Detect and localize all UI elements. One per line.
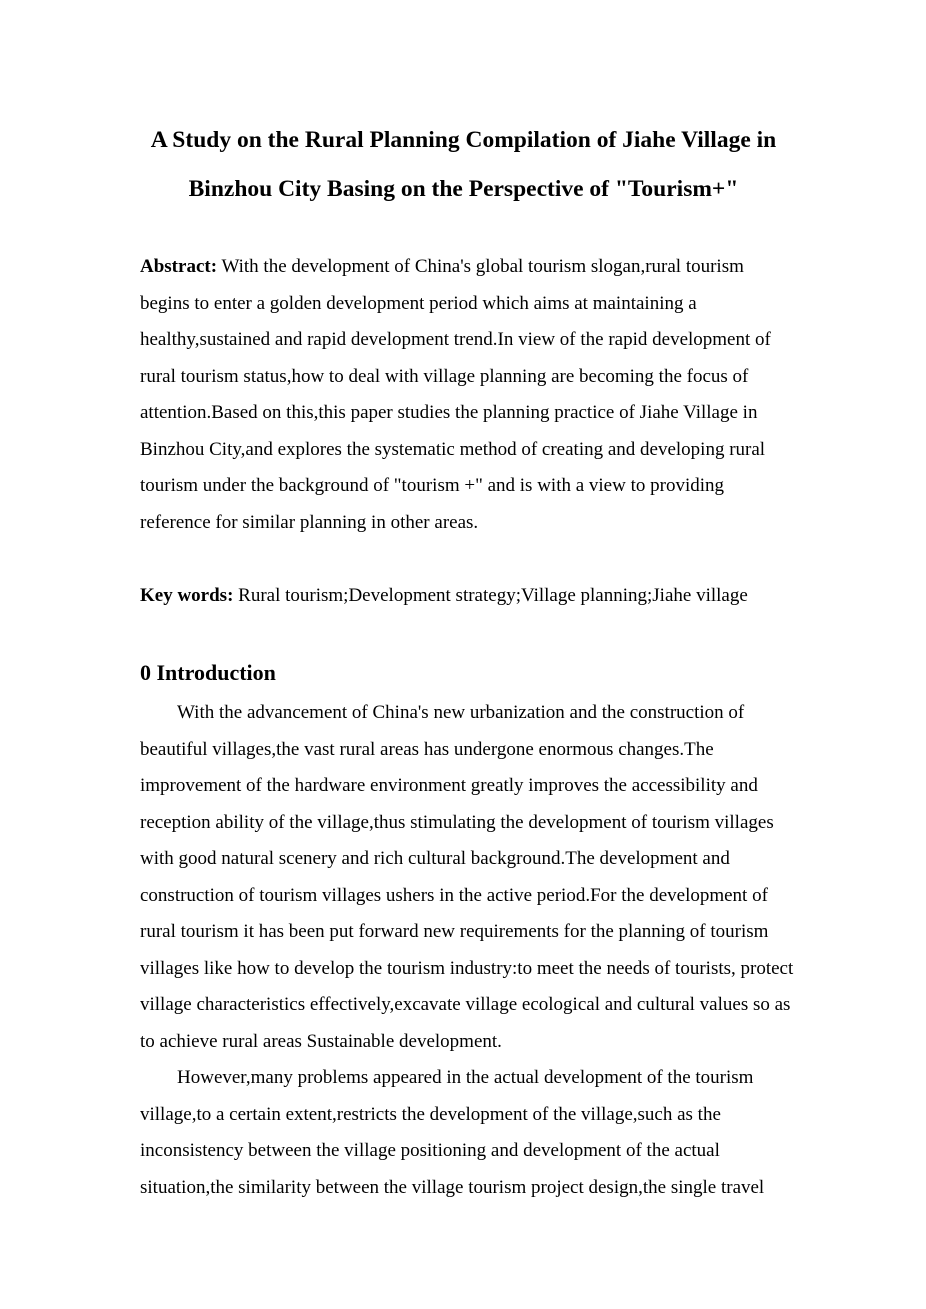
paragraph-text-line: inconsistency between the village positioning and development of the actual [140, 1140, 720, 1161]
abstract-text-line: begins to enter a golden development period which aims at maintaining a [140, 292, 697, 314]
keywords-text: Rural tourism;Development strategy;Village planning;Jiahe village [233, 584, 748, 606]
paragraph-text-line: However,many problems appeared in the actual development of the tourism [177, 1067, 754, 1088]
abstract-text-line: reference for similar planning in other areas. [140, 511, 479, 533]
paragraph-text-line: village characteristics effectively,excavate village ecological and cultural values so as [140, 994, 791, 1015]
paper-title [140, 116, 787, 213]
abstract-text-line: rural tourism status,how to deal with village planning are becoming the focus of [140, 365, 749, 387]
keywords-label: Key words: [140, 584, 234, 606]
abstract-text-line: attention.Based on this,this paper studies the planning practice of Jiahe Village in [140, 402, 758, 423]
abstract-text-line: tourism under the background of "tourism +" and is with a view to providing [140, 475, 724, 496]
abstract-first-line-text: With the development of China's global tourism slogan,rural tourism [217, 256, 744, 277]
paragraph-text-line: to achieve rural areas Sustainable development. [140, 1030, 502, 1052]
abstract-label: Abstract: [140, 256, 218, 277]
keywords-line [140, 578, 787, 615]
content-column [140, 0, 794, 1206]
paragraph-text-line: situation,the similarity between the village tourism project design,the single travel [140, 1176, 765, 1198]
abstract-text-line: Binzhou City,and explores the systematic method of creating and developing rural [140, 438, 766, 460]
intro-paragraph-1 [140, 695, 794, 1060]
abstract-text-line: healthy,sustained and rapid development trend.In view of the rapid development of [140, 329, 771, 350]
paragraph-text-line: construction of tourism villages ushers in the active period.For the development of [140, 884, 768, 906]
paragraph-text-line: reception ability of the village,thus stimulating the development of tourism villages [140, 811, 774, 833]
paragraph-text-line: rural tourism it has been put forward new requirements for the planning of tourism [140, 921, 769, 942]
abstract-paragraph [140, 249, 787, 541]
paragraph-text-line: beautiful villages,the vast rural areas has undergone enormous changes.The [140, 738, 714, 760]
abstract-first-line [140, 249, 787, 286]
paragraph-text-line: village,to a certain extent,restricts the development of the village,such as the [140, 1103, 721, 1125]
paragraph-text-line: villages like how to develop the tourism industry:to meet the needs of tourists, protect [140, 957, 794, 979]
paragraph-text-line: with good natural scenery and rich cultural background.The development and [140, 848, 730, 869]
paper-title-line-1: A Study on the Rural Planning Compilation of Jiahe Village in [150, 127, 777, 153]
section-heading-introduction: 0 Introduction [140, 660, 276, 685]
intro-paragraph-2 [140, 1060, 787, 1206]
abstract-lines [140, 286, 787, 542]
paper-title-line-2: Binzhou City Basing on the Perspective of "Tourism+" [188, 175, 739, 202]
keywords-content [140, 578, 787, 615]
paragraph-text-line: improvement of the hardware environment greatly improves the accessibility and [140, 775, 758, 796]
paragraph-text-line: With the advancement of China's new urbanization and the construction of [177, 702, 745, 723]
